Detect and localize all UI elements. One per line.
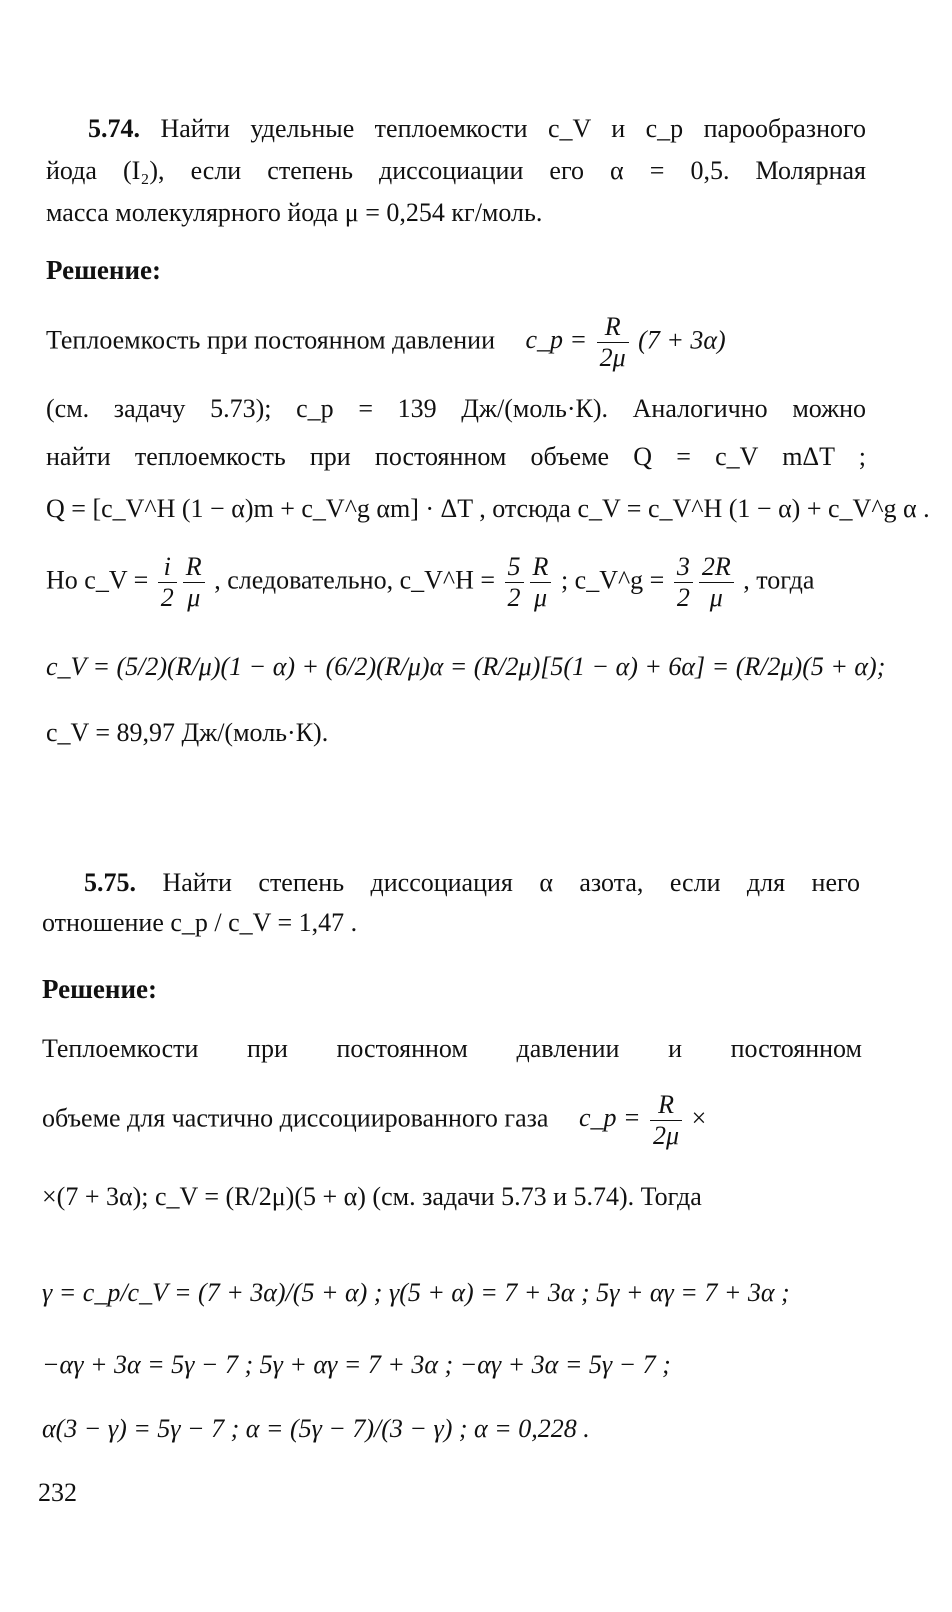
solution-574-line-4: Q = [c_V^H (1 − α)m + c_V^g αm] · ΔT , отсюда c_V = c_V^H (1 − α) + c_V^g α .	[46, 494, 930, 523]
fraction-numerator: R	[597, 312, 629, 343]
fraction-denominator: 2μ	[599, 343, 626, 372]
solution-574-line-1-text: Теплоемкость при постоянном давлении	[46, 325, 496, 355]
cp-rest: (7 + 3α)	[638, 325, 726, 355]
fraction-r-over-2mu	[597, 312, 629, 373]
solution-575-line-3: ×(7 + 3α); c_V = (R/2μ)(5 + α) (см. задачи 5.73 и 5.74). Тогда	[42, 1182, 702, 1211]
solution-575-line-5: −αγ + 3α = 5γ − 7 ; 5γ + αγ = 7 + 3α ; −αγ + 3α = 5γ − 7 ;	[42, 1350, 671, 1379]
line5-part-b: , следовательно, c_V^H =	[214, 565, 496, 595]
fraction-numerator: 5	[505, 552, 524, 583]
fraction-3-over-2	[674, 552, 693, 613]
fraction-numerator: R	[650, 1090, 682, 1121]
times-sign: ×	[691, 1103, 707, 1133]
line5-part-d: , тогда	[743, 565, 815, 595]
fraction-denominator: μ	[187, 583, 201, 612]
solution-574-line-2: (см. задачу 5.73); c_p = 139 Дж/(моль·К). Аналогично можно	[46, 394, 866, 423]
solution-575-line-2-text: объеме для частично диссоциированного газа	[42, 1103, 549, 1133]
solution-574-line-7: c_V = 89,97 Дж/(моль·К).	[46, 718, 329, 747]
fraction-denominator: 2μ	[653, 1121, 680, 1150]
problem-574-text-1: Найти удельные теплоемкости c_V и c_p парообразного	[160, 114, 867, 143]
cp-lhs-575: c_p =	[578, 1103, 641, 1133]
solution-574-line-5	[46, 552, 866, 613]
fraction-denominator: 2	[160, 583, 174, 612]
solution-575-line-6: α(3 − γ) = 5γ − 7 ; α = (5γ − 7)/(3 − γ) ; α = 0,228 .	[42, 1414, 590, 1443]
problem-575-line-2: отношение c_p / c_V = 1,47 .	[42, 908, 358, 937]
fraction-numerator: i	[158, 552, 177, 583]
solution-574-line-6: c_V = (5/2)(R/μ)(1 − α) + (6/2)(R/μ)α = (R/2μ)[5(1 − α) + 6α] = (R/2μ)(5 + α);	[46, 652, 886, 681]
fraction-numerator: 3	[674, 552, 693, 583]
fraction-numerator: R	[183, 552, 205, 583]
problem-575-line-1	[84, 866, 860, 900]
solution-574-line-1	[46, 312, 866, 373]
problem-575-text-1: Найти степень диссоциация α азота, если для него	[162, 868, 861, 897]
fraction-numerator: R	[530, 552, 552, 583]
solution-574-heading: Решение:	[46, 255, 161, 285]
solution-575-heading: Решение:	[42, 974, 157, 1004]
fraction-numerator: 2R	[699, 552, 734, 583]
fraction-2r-over-mu	[699, 552, 734, 613]
problem-574-line-1	[88, 112, 866, 146]
fraction-denominator: 2	[676, 583, 690, 612]
fraction-denominator: 2	[507, 583, 521, 612]
cp-lhs: c_p =	[525, 325, 588, 355]
solution-575-line-4: γ = c_p/c_V = (7 + 3α)/(5 + α) ; γ(5 + α) = 7 + 3α ; 5γ + αγ = 7 + 3α ;	[42, 1278, 790, 1307]
fraction-r-over-mu-2	[530, 552, 552, 613]
fraction-r-over-2mu-575	[650, 1090, 682, 1151]
solution-575-line-2	[42, 1090, 862, 1151]
problem-574-line-2: йода (I₂), если степень диссоциации его α = 0,5. Молярная	[46, 156, 866, 185]
fraction-5-over-2	[505, 552, 524, 613]
fraction-i-over-2	[158, 552, 177, 613]
problem-575-number: 5.75.	[84, 868, 136, 897]
fraction-denominator: μ	[709, 583, 723, 612]
fraction-r-over-mu	[183, 552, 205, 613]
line5-part-c: ; c_V^g =	[560, 565, 665, 595]
problem-574-line-3: масса молекулярного йода μ = 0,254 кг/моль.	[46, 198, 543, 227]
fraction-denominator: μ	[533, 583, 548, 612]
page-number: 232	[38, 1478, 77, 1507]
solution-574-line-3: найти теплоемкость при постоянном объеме Q = c_V mΔT ;	[46, 442, 866, 471]
line5-part-a: Но c_V =	[46, 565, 149, 595]
solution-575-line-1: Теплоемкости при постоянном давлении и постоянном	[42, 1034, 862, 1063]
problem-574-number: 5.74.	[88, 114, 140, 143]
